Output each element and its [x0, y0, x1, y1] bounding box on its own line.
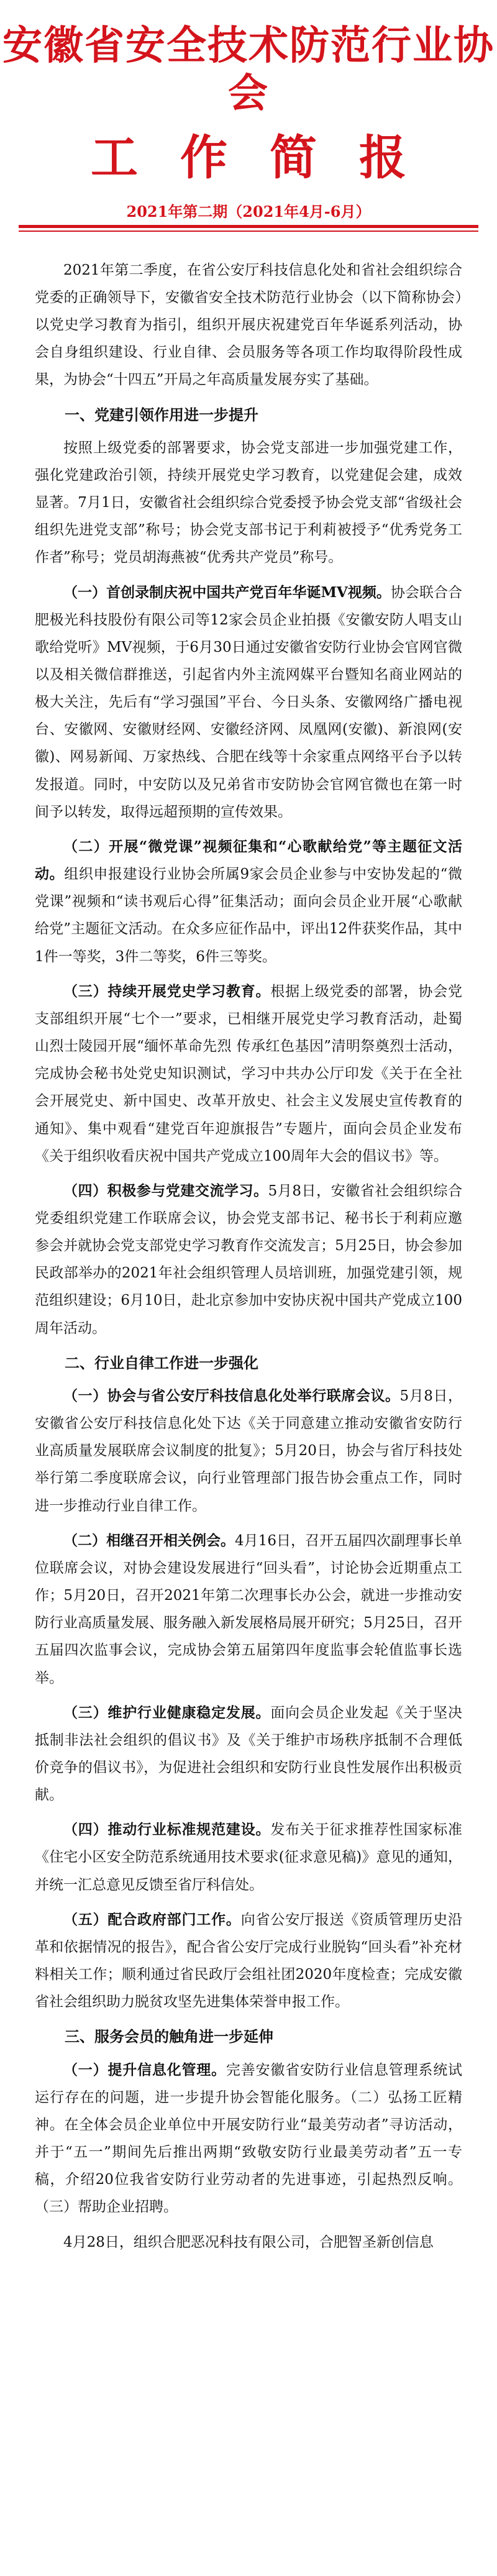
body-paragraph	[35, 1816, 462, 1898]
body-paragraph	[35, 1177, 462, 1342]
body-paragraph	[35, 1906, 462, 2016]
masthead	[0, 0, 497, 221]
paragraph-lead: （二）开展“微党课”视频征集和“心歌献给党”等主题征文活动。	[35, 838, 462, 883]
paragraph-text: 完善安徽省安防行业信息管理系统试运行存在的问题，进一步提升协会智能化服务。（二）弘扬工匠精神。在全体会员企业单位中开展安防行业“最美劳动者”寻访活动，并于“五一”期间先后推出两期“致敬安防行业最美劳动者”五一专稿，介绍20位我省安防行业劳动者的先进事迹，引起热烈反响。（三）帮助企业招聘。	[35, 2062, 463, 2216]
paragraph-text: 向省公安厅报送《资质管理历史沿革和依据情况的报告》，配合省公安厅完成行业脱钩“回头看”补充材料相关工作；顺利通过省民政厅会组社团2020年度检查；完成安徽省社会组织助力脱贫攻坚先进集体荣誉申报工作。	[35, 1911, 463, 2011]
paragraph-text: 5月8日，安徽省社会组织综合党委组织党建工作联席会议，协会党支部书记、秘书长于利莉应邀参会并就协会党支部党史学习教育作交流发言；5月25日，协会参加民政部举办的2021年社会组织管理人员培训班，加强党建引领，规范组织建设；6月10日，赴北京参加中安协庆祝中国共产党成立100周年活动。	[35, 1182, 462, 1336]
paragraph-lead: （四）积极参与党建交流学习。	[63, 1182, 268, 1199]
paragraph-lead: （三）持续开展党史学习教育。	[63, 982, 271, 1000]
body-paragraph	[35, 579, 462, 826]
section-heading: 一、党建引领作用进一步提升	[65, 405, 258, 424]
issue-number: 2021年第二期（2021年4月-6月）	[126, 202, 371, 221]
subtitle-char: 报	[359, 129, 406, 185]
paragraph-text: 协会联合合肥极光科技股份有限公司等12家会员企业拍摄《安徽安防人唱支山歌给党听》MV视频，于6月30日通过安徽省安防行业协会官网官微以及相关微信群推送，引起省内外主流网媒平台暨知名商业网站的极大关注，先后有“学习强国”平台、今日头条、安徽网络广播电视台、安徽网、安徽财经网、安徽经济网、凤凰网(安徽)、新浪网(安徽)、网易新闻、万家热线、合肥在线等十余家重点网络平台予以转发报道。同时，中安防以及兄弟省市安防协会官网官微也在第一时间予以转发，取得远超预期的宣传效果。	[35, 584, 462, 820]
subtitle-char: 工	[91, 129, 138, 185]
intro-paragraph: 2021年第二季度，在省公安厅科技信息化处和省社会组织综合党委的正确领导下，安徽省安全技术防范行业协会（以下简称协会）以党史学习教育为指引，组织开展庆祝建党百年华诞系列活动，协会自身组织建设、行业自律、会员服务等各项工作均取得阶段性成果，为协会“十四五”开局之年高质量发展夯实了基础。	[35, 262, 462, 388]
paragraph-lead: （三）维护行业健康稳定发展。	[63, 1704, 271, 1721]
association-title: 安徽省安全技术防范行业协会	[2, 23, 495, 117]
section-heading: 二、行业自律工作进一步强化	[65, 1353, 258, 1372]
body-paragraph	[35, 434, 462, 572]
paragraph-lead: （五）配合政府部门工作。	[63, 1911, 241, 1928]
paragraph-lead: （一）协会与省公安厅科技信息化处举行联席会议。	[63, 1387, 400, 1404]
paragraph-text: 按照上级党委的部署要求，协会党支部进一步加强党建工作，强化党建政治引领，持续开展党史学习教育，以党建促会建，成效显著。7月1日，安徽省社会组织综合党委授予协会党支部“省级社会组织先进党支部”称号；协会党支部书记于利莉被授予“优秀党务工作者”称号；党员胡海燕被“优秀共产党员”称号。	[35, 439, 462, 566]
bulletin-subtitle	[0, 129, 497, 186]
paragraph-text: 根据上级党委的部署，协会党支部组织开展“七个一”要求，已相继开展党史学习教育活动，赴蜀山烈士陵园开展“缅怀革命先烈 传承红色基因”清明祭奠烈士活动，完成协会秘书处党史知识测试，学习中共办公厅印发《关于在全社会开展党史、新中国史、改革开放史、社会主义发展史宣传教育的通知》、集中观看“建党百年迎旗报告”专题片，面向会员企业发布《关于组织收看庆祝中国共产党成立100周年大会的倡议书》等。	[35, 983, 463, 1164]
subtitle-char: 作	[180, 129, 227, 185]
body-paragraph	[35, 2057, 462, 2221]
body-paragraph	[35, 1527, 462, 1692]
body-paragraph	[35, 1382, 462, 1520]
paragraph-text: 5月8日，安徽省公安厅科技信息化处下达《关于同意建立推动安徽省安防行业高质量发展联席会议制度的批复》；5月20日，协会与省厅科技处举行第二季度联席会议，向行业管理部门报告协会重点工作，同时进一步推动行业自律工作。	[35, 1387, 462, 1514]
paragraph-lead: （一）提升信息化管理。	[63, 2061, 226, 2078]
paragraph-lead: （四）推动行业标准规范建设。	[63, 1821, 271, 1838]
subtitle-char: 简	[270, 129, 317, 185]
paragraph-text: 组织申报建设行业协会所属9家会员企业参与中安协发起的“微党课”视频和“读书观后心得”征集活动；面向会员企业开展“心歌献给党”主题征文活动。在众多应征作品中，评出12件获奖作品，其中1件一等奖，3件二等奖，6件三等奖。	[35, 866, 462, 965]
paragraph-lead: （一）首创录制庆祝中国共产党百年华诞MV视频。	[63, 583, 391, 601]
paragraph-text: 发布关于征求推荐性国家标准《住宅小区安全防范系统通用技术要求(征求意见稿)》意见的通知，并统一汇总意见反馈至省厅科信处。	[35, 1822, 463, 1893]
body-paragraph	[35, 1699, 462, 1809]
body-paragraph	[35, 2229, 462, 2256]
paragraph-text: 4月28日，组织合肥恶况科技有限公司，合肥智圣新创信息	[63, 2234, 434, 2250]
body-paragraph	[35, 833, 462, 971]
paragraph-text: 4月16日，召开五届四次副理事长单位联席会议，对协会建设发展进行“回头看”，讨论协会近期重点工作；5月20日，召开2021年第二次理事长办公会，就进一步推动安防行业高质量发展、服务融入新发展格局展开研究；5月25日，召开五届四次监事会议，完成协会第五届第四年度监事会轮值监事长选举。	[35, 1532, 462, 1686]
body-paragraph	[35, 978, 462, 1170]
red-divider-thick	[19, 225, 478, 228]
paragraph-lead: （二）相继召开相关例会。	[63, 1532, 235, 1549]
bulletin-body	[0, 232, 497, 2256]
section-heading: 三、服务会员的触角进一步延伸	[65, 2027, 273, 2046]
paragraph-text: 面向会员企业发起《关于坚决抵制非法社会组织的倡议书》及《关于维护市场秩序抵制不合理低价竞争的倡议书》，为促进社会组织和安防行业良性发展作出积极贡献。	[35, 1704, 463, 1804]
